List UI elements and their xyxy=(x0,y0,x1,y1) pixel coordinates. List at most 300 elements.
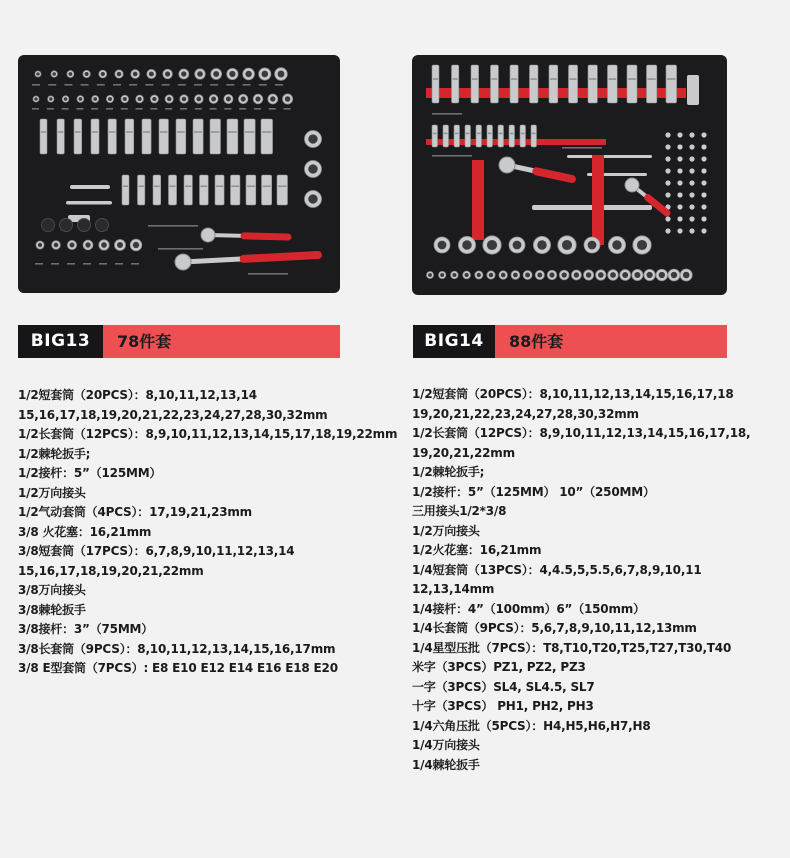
deep-socket-shape xyxy=(627,65,637,103)
spec-line: 1/2棘轮扳手; xyxy=(412,465,485,479)
socket-hole-shape xyxy=(634,272,640,278)
spec-line: 1/2长套筒（12PCS）：8,9,10,11,12,13,14,15,16,17,18, xyxy=(412,426,751,440)
socket-hole-shape xyxy=(226,96,231,101)
socket-hole-shape xyxy=(285,96,291,102)
bit-shape xyxy=(665,132,670,137)
impact-socket-shape xyxy=(42,219,55,232)
socket-band-shape xyxy=(247,186,255,188)
tray-label-mark xyxy=(248,273,288,275)
deep-socket-shape xyxy=(40,119,47,154)
socket-hole-shape xyxy=(598,272,604,278)
bit-shape xyxy=(665,144,670,149)
deep-socket-shape xyxy=(176,119,186,154)
bit-shape xyxy=(665,156,670,161)
socket-hole-shape xyxy=(586,272,592,278)
tray-label-mark xyxy=(131,263,139,265)
socket-band-shape xyxy=(531,78,538,80)
deep-socket-shape xyxy=(193,119,203,154)
tray-label-mark xyxy=(210,84,218,86)
socket-hole-shape xyxy=(462,240,471,249)
deep-socket-shape xyxy=(122,175,129,205)
deep-socket-shape xyxy=(443,125,449,147)
bit-shape xyxy=(665,216,670,221)
impact-socket-shape xyxy=(60,219,73,232)
socket-hole-shape xyxy=(241,96,246,101)
socket-band-shape xyxy=(160,131,167,133)
socket-hole-shape xyxy=(165,71,170,76)
deep-socket-shape xyxy=(231,175,240,205)
deep-socket-shape xyxy=(159,119,168,154)
socket-hole-shape xyxy=(537,272,542,277)
socket-band-shape xyxy=(499,133,503,135)
tray-label-mark xyxy=(99,263,107,265)
tray-label-mark xyxy=(32,84,40,86)
deep-socket-shape xyxy=(57,119,64,154)
socket-hole-shape xyxy=(117,242,123,248)
socket-hole-shape xyxy=(34,97,37,100)
socket-band-shape xyxy=(492,78,498,80)
socket-hole-shape xyxy=(513,273,518,278)
tray-red-strip xyxy=(472,160,484,240)
socket-hole-shape xyxy=(438,241,447,250)
socket-hole-shape xyxy=(117,72,122,77)
deep-socket-shape xyxy=(569,65,578,103)
bit-shape xyxy=(701,156,706,161)
tray-label-mark xyxy=(35,263,43,265)
bit-shape xyxy=(689,192,694,197)
socket-hole-shape xyxy=(683,272,690,279)
tray-label-mark xyxy=(210,108,217,110)
ratchet-head-shape xyxy=(625,178,639,192)
socket-band-shape xyxy=(466,133,470,135)
tray-label-mark xyxy=(113,84,121,86)
ratchet-head-shape xyxy=(201,228,215,242)
deep-socket-shape xyxy=(530,65,539,103)
tray-label-mark xyxy=(47,108,54,110)
spec-line: 1/2接杆：5”（125MM） 10”（250MM） xyxy=(412,484,655,499)
deep-socket-shape xyxy=(608,65,618,103)
tray-label-mark xyxy=(259,84,267,86)
socket-hole-shape xyxy=(440,273,444,277)
socket-band-shape xyxy=(194,131,202,133)
deep-socket-shape xyxy=(261,119,273,154)
socket-band-shape xyxy=(216,186,223,188)
spec-line: 3/8万向接头 xyxy=(18,583,86,597)
spec-line: 米字（3PCS）PZ1, PZ2, PZ3 xyxy=(412,660,586,674)
socket-hole-shape xyxy=(622,272,628,278)
deep-socket-shape xyxy=(454,125,460,147)
socket-hole-shape xyxy=(101,242,107,248)
socket-band-shape xyxy=(453,78,458,80)
bit-shape xyxy=(701,204,706,209)
socket-hole-shape xyxy=(149,72,154,77)
tray-label-mark xyxy=(162,84,170,86)
ratchet-head-shape xyxy=(175,254,191,270)
socket-band-shape xyxy=(126,131,133,133)
spec-line: 1/2气动套筒（4PCS）：17,19,21,23mm xyxy=(18,505,252,519)
spec-line: 15,16,17,18,19,20,21,22,23,24,27,28,30,32mm xyxy=(18,407,328,422)
tray-label-mark xyxy=(106,108,113,110)
socket-band-shape xyxy=(211,131,220,133)
deep-socket-shape xyxy=(184,175,192,205)
socket-hole-shape xyxy=(79,97,83,101)
tray-label-mark xyxy=(48,84,56,86)
deep-socket-shape xyxy=(262,175,272,205)
ratchet-grip-shape xyxy=(244,255,318,259)
deep-socket-shape xyxy=(246,175,256,205)
toolkit-photo-big13 xyxy=(18,55,340,293)
deep-socket-shape xyxy=(452,65,459,103)
tray-label-mark xyxy=(195,108,202,110)
spec-line: 1/4短套筒（13PCS）：4,4.5,5,5.5,6,7,8,9,10,11 xyxy=(412,562,702,577)
deep-socket-shape xyxy=(465,125,471,147)
socket-band-shape xyxy=(232,186,239,188)
socket-hole-shape xyxy=(308,164,317,173)
socket-hole-shape xyxy=(452,273,456,277)
socket-band-shape xyxy=(75,131,81,133)
socket-band-shape xyxy=(510,133,514,135)
deep-socket-shape xyxy=(244,119,255,154)
bit-shape xyxy=(701,180,706,185)
tray-label-mark xyxy=(51,263,59,265)
spec-line: 1/2接杆：5”（125MM） xyxy=(18,466,162,480)
kit-model-label: BIG13 xyxy=(18,325,103,358)
spec-line: 3/8 火花塞：16,21mm xyxy=(18,524,152,539)
tray-label-mark xyxy=(158,248,203,250)
socket-hole-shape xyxy=(612,240,621,249)
socket-hole-shape xyxy=(513,241,522,250)
spec-line: 19,20,21,22mm xyxy=(412,445,515,460)
spec-line: 1/2短套筒（20PCS）：8,10,11,12,13,14,15,16,17,18 xyxy=(412,387,734,401)
spec-line: 1/4星型压批（7PCS）：T8,T10,T20,T25,T27,T30,T40 xyxy=(412,640,732,655)
spec-list-big13 xyxy=(18,386,398,679)
socket-band-shape xyxy=(92,131,98,133)
kit-model-label: BIG14 xyxy=(413,325,495,358)
socket-hole-shape xyxy=(549,272,554,277)
socket-band-shape xyxy=(433,78,438,80)
bit-shape xyxy=(701,192,706,197)
deep-socket-shape xyxy=(491,65,499,103)
deep-socket-shape xyxy=(142,119,151,154)
socket-hole-shape xyxy=(197,71,203,77)
socket-band-shape xyxy=(109,131,115,133)
socket-band-shape xyxy=(628,78,636,80)
ratchet-head-shape xyxy=(499,157,515,173)
socket-hole-shape xyxy=(261,71,268,78)
tray-label-mark xyxy=(81,84,89,86)
bit-shape xyxy=(689,132,694,137)
deep-socket-shape xyxy=(169,175,177,205)
socket-hole-shape xyxy=(64,97,68,101)
tray-label-mark xyxy=(224,108,231,110)
socket-band-shape xyxy=(201,186,208,188)
spec-line: 1/4棘轮扳手 xyxy=(412,757,480,772)
socket-hole-shape xyxy=(428,273,432,277)
deep-socket-shape xyxy=(138,175,145,205)
extension-bar-shape xyxy=(66,201,112,205)
spec-line: 3/8 E型套筒（7PCS）: E8 E10 E12 E14 E16 E18 E20 xyxy=(18,661,338,675)
socket-hole-shape xyxy=(167,97,171,101)
socket-band-shape xyxy=(609,78,617,80)
socket-band-shape xyxy=(433,133,437,135)
socket-band-shape xyxy=(139,186,144,188)
socket-band-shape xyxy=(262,131,272,133)
socket-hole-shape xyxy=(196,97,201,102)
ratchet-grip-shape xyxy=(244,236,288,237)
socket-hole-shape xyxy=(101,72,105,76)
spec-line: 1/2长套筒（12PCS）：8,9,10,11,12,13,14,15,17,18,19,22mm xyxy=(18,427,398,441)
spec-line: 1/4长套筒（9PCS）：5,6,7,8,9,10,11,12,13mm xyxy=(412,621,697,635)
socket-band-shape xyxy=(472,78,478,80)
tray-label-mark xyxy=(254,108,261,110)
bit-shape xyxy=(665,228,670,233)
tray-label-mark xyxy=(180,108,187,110)
bit-shape xyxy=(677,216,682,221)
bit-shape xyxy=(701,216,706,221)
socket-hole-shape xyxy=(637,240,647,250)
socket-band-shape xyxy=(278,186,287,188)
socket-band-shape xyxy=(245,131,254,133)
tray-label-mark xyxy=(148,225,198,227)
bit-shape xyxy=(689,204,694,209)
bit-shape xyxy=(677,192,682,197)
socket-band-shape xyxy=(41,131,46,133)
socket-hole-shape xyxy=(137,97,141,101)
deep-socket-shape xyxy=(687,75,699,105)
socket-band-shape xyxy=(488,133,492,135)
impact-socket-shape xyxy=(78,219,91,232)
bit-shape xyxy=(701,168,706,173)
socket-band-shape xyxy=(170,186,176,188)
tray-red-strip xyxy=(426,139,606,145)
socket-band-shape xyxy=(589,78,596,80)
tray-label-mark xyxy=(165,108,172,110)
socket-hole-shape xyxy=(133,242,139,248)
spec-line: 1/2万向接头 xyxy=(412,523,480,538)
deep-socket-shape xyxy=(108,119,116,154)
socket-band-shape xyxy=(570,78,577,80)
socket-band-shape xyxy=(477,133,481,135)
socket-band-shape xyxy=(444,133,448,135)
socket-band-shape xyxy=(532,133,536,135)
socket-hole-shape xyxy=(308,194,317,203)
deep-socket-shape xyxy=(588,65,597,103)
socket-hole-shape xyxy=(54,243,59,248)
spec-line: 1/4万向接头 xyxy=(412,738,480,752)
bit-shape xyxy=(677,168,682,173)
socket-hole-shape xyxy=(123,97,127,101)
deep-socket-shape xyxy=(210,119,221,154)
deep-socket-shape xyxy=(498,125,504,147)
spec-line: 3/8棘轮扳手 xyxy=(18,602,86,617)
socket-hole-shape xyxy=(182,97,187,102)
bit-shape xyxy=(677,132,682,137)
bit-shape xyxy=(689,144,694,149)
socket-band-shape xyxy=(228,131,237,133)
socket-hole-shape xyxy=(610,272,616,278)
tray-label-mark xyxy=(432,113,462,115)
tray-label-mark xyxy=(275,84,283,86)
spec-line: 1/4接杆：4”（100mm）6”（150mm） xyxy=(412,601,645,616)
tray-label-mark xyxy=(432,155,472,157)
spec-line: 十字（3PCS） PH1, PH2, PH3 xyxy=(412,699,594,713)
socket-hole-shape xyxy=(213,71,219,77)
spec-line: 1/2火花塞：16,21mm xyxy=(412,543,542,557)
spec-list-big14 xyxy=(412,385,787,775)
deep-socket-shape xyxy=(91,119,99,154)
deep-socket-shape xyxy=(487,125,493,147)
spec-line: 19,20,21,22,23,24,27,28,30,32mm xyxy=(412,406,639,421)
socket-hole-shape xyxy=(85,72,89,76)
tray-label-mark xyxy=(67,263,75,265)
socket-band-shape xyxy=(521,133,525,135)
bit-shape xyxy=(689,180,694,185)
socket-hole-shape xyxy=(278,71,285,78)
kit-piece-count: 88件套 xyxy=(495,325,727,358)
socket-band-shape xyxy=(511,78,517,80)
tray-label-mark xyxy=(83,263,91,265)
bit-shape xyxy=(677,144,682,149)
socket-band-shape xyxy=(143,131,150,133)
deep-socket-shape xyxy=(666,65,677,103)
bit-shape xyxy=(665,168,670,173)
bit-shape xyxy=(677,156,682,161)
spec-line: 1/2棘轮扳手; xyxy=(18,446,91,461)
socket-hole-shape xyxy=(133,72,138,77)
bit-shape xyxy=(701,132,706,137)
spec-line: 1/2万向接头 xyxy=(18,485,86,500)
socket-hole-shape xyxy=(211,97,216,102)
deep-socket-shape xyxy=(74,119,82,154)
toolkit-tray-illustration xyxy=(412,55,727,295)
socket-hole-shape xyxy=(36,72,39,75)
socket-hole-shape xyxy=(646,272,652,278)
socket-hole-shape xyxy=(49,97,52,100)
deep-socket-shape xyxy=(549,65,558,103)
socket-hole-shape xyxy=(181,71,186,76)
spec-line: 15,16,17,18,19,20,21,22mm xyxy=(18,563,204,578)
bit-shape xyxy=(701,228,706,233)
tray-label-mark xyxy=(121,108,128,110)
spec-line: 3/8长套筒（9PCS）：8,10,11,12,13,14,15,16,17mm xyxy=(18,641,336,656)
bit-shape xyxy=(665,180,670,185)
extension-bar-shape xyxy=(70,185,110,189)
socket-band-shape xyxy=(667,78,676,80)
socket-band-shape xyxy=(123,186,128,188)
socket-hole-shape xyxy=(108,97,112,101)
deep-socket-shape xyxy=(476,125,482,147)
tray-label-mark xyxy=(62,108,69,110)
toolkit-photo-big14 xyxy=(412,55,727,295)
socket-band-shape xyxy=(177,131,185,133)
socket-hole-shape xyxy=(574,272,579,277)
kit-piece-count: 78件套 xyxy=(103,325,340,358)
deep-socket-shape xyxy=(432,65,439,103)
socket-hole-shape xyxy=(562,240,572,250)
tray-label-mark xyxy=(145,84,153,86)
socket-hole-shape xyxy=(537,240,546,249)
tray-label-mark xyxy=(115,263,123,265)
spec-line: 1/4六角压批（5PCS）：H4,H5,H6,H7,H8 xyxy=(412,718,651,733)
deep-socket-shape xyxy=(153,175,161,205)
socket-hole-shape xyxy=(308,134,317,143)
socket-hole-shape xyxy=(38,243,42,247)
socket-hole-shape xyxy=(69,242,74,247)
deep-socket-shape xyxy=(432,125,438,147)
deep-socket-shape xyxy=(509,125,515,147)
tray-label-mark xyxy=(178,84,186,86)
spec-line: 12,13,14mm xyxy=(412,582,495,596)
tray-label-mark xyxy=(194,84,202,86)
deep-socket-shape xyxy=(510,65,518,103)
tray-label-mark xyxy=(91,108,98,110)
bit-shape xyxy=(689,156,694,161)
socket-band-shape xyxy=(455,133,459,135)
socket-hole-shape xyxy=(659,272,665,278)
socket-band-shape xyxy=(648,78,656,80)
socket-hole-shape xyxy=(501,273,506,278)
socket-hole-shape xyxy=(255,96,260,101)
tray-red-strip xyxy=(592,155,604,245)
tray-label-mark xyxy=(76,108,83,110)
spec-line: 1/2短套筒（20PCS）：8,10,11,12,13,14 xyxy=(18,388,257,402)
deep-socket-shape xyxy=(227,119,238,154)
socket-band-shape xyxy=(154,186,160,188)
spec-line: 3/8短套筒（17PCS）：6,7,8,9,10,11,12,13,14 xyxy=(18,544,295,558)
bit-shape xyxy=(665,192,670,197)
socket-hole-shape xyxy=(489,273,494,278)
bit-shape xyxy=(677,204,682,209)
socket-band-shape xyxy=(550,78,557,80)
socket-hole-shape xyxy=(152,97,156,101)
socket-hole-shape xyxy=(525,273,530,278)
tray-label-mark xyxy=(136,108,143,110)
socket-band-shape xyxy=(185,186,191,188)
bit-shape xyxy=(689,168,694,173)
socket-hole-shape xyxy=(229,71,235,77)
spec-line: 3/8接杆：3”（75MM） xyxy=(18,622,154,636)
socket-hole-shape xyxy=(671,272,677,278)
bit-shape xyxy=(677,180,682,185)
socket-hole-shape xyxy=(487,240,497,250)
tray-label-mark xyxy=(32,108,39,110)
tray-label-mark xyxy=(239,108,246,110)
tray-label-mark xyxy=(562,147,602,149)
tray-label-mark xyxy=(129,84,137,86)
deep-socket-shape xyxy=(531,125,537,147)
deep-socket-shape xyxy=(125,119,134,154)
socket-band-shape xyxy=(58,131,63,133)
bit-shape xyxy=(701,144,706,149)
deep-socket-shape xyxy=(277,175,288,205)
socket-hole-shape xyxy=(477,273,481,277)
bit-shape xyxy=(689,216,694,221)
kit-header-big14 xyxy=(413,325,727,358)
tray-label-mark xyxy=(97,84,105,86)
socket-hole-shape xyxy=(588,241,597,250)
extension-bar-shape xyxy=(567,155,652,158)
deep-socket-shape xyxy=(647,65,657,103)
deep-socket-shape xyxy=(520,125,526,147)
deep-socket-shape xyxy=(200,175,209,205)
tray-label-mark xyxy=(64,84,72,86)
spec-line: 一字（3PCS）SL4, SL4.5, SL7 xyxy=(412,679,595,694)
tray-label-mark xyxy=(150,108,157,110)
socket-hole-shape xyxy=(245,71,251,77)
tray-label-mark xyxy=(243,84,251,86)
tray-label-mark xyxy=(284,108,291,110)
toolkit-tray-illustration xyxy=(18,55,340,293)
